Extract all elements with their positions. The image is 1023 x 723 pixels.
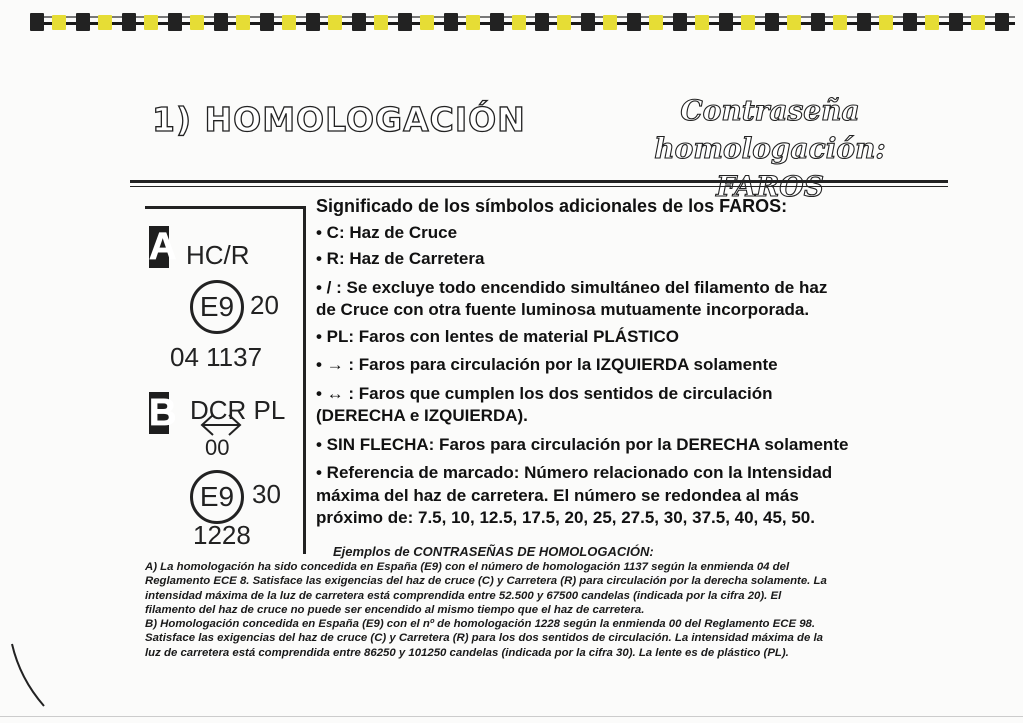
item-pl: • PL: Faros con lentes de material PLÁSTICO xyxy=(316,326,680,346)
title-divider-thin xyxy=(130,186,948,187)
binding-clip xyxy=(76,13,90,31)
item-slash-line-2: de Cruce con otra fuente luminosa mutuamente incorporada. xyxy=(316,300,810,319)
binding-clip xyxy=(444,13,458,31)
binding-clip-yellow xyxy=(603,15,617,30)
marking-b-series: 00 xyxy=(205,435,230,460)
binding-clip xyxy=(995,13,1009,31)
spiral-binding xyxy=(30,12,1015,34)
item-c: • C: Haz de Cruce xyxy=(316,222,458,242)
item-double-arrow-line-1: • ↔ : Faros que cumplen los dos sentidos de circulación xyxy=(316,383,773,403)
item-reference-line-3: próximo de: 7.5, 10, 12.5, 17.5, 20, 25, 27.5, 30, 37.5, 40, 45, 50. xyxy=(316,508,815,527)
binding-clip xyxy=(673,13,687,31)
binding-clip-yellow xyxy=(971,15,985,30)
marking-b-code: DCR PL xyxy=(190,395,286,425)
binding-clip-yellow xyxy=(557,15,571,30)
marking-b-approval-circle xyxy=(190,470,244,524)
example-b-line-3: luz de carretera está comprendida entre 86250 y 101250 candelas (indicada por la cifra 30). La lente es de plástico (PL). xyxy=(145,646,789,659)
binding-clip xyxy=(535,13,549,31)
binding-clip-yellow xyxy=(420,15,434,30)
marking-a-approval-mark: E9 xyxy=(199,291,235,322)
marking-b-letter: B xyxy=(149,392,177,434)
examples-section xyxy=(145,544,925,660)
item-r: • R: Haz de Carretera xyxy=(316,249,485,268)
binding-clip xyxy=(398,13,412,31)
binding-clip xyxy=(903,13,917,31)
binding-clip-yellow xyxy=(144,15,158,30)
example-a-line-2: Reglamento ECE 8. Satisface las exigencias del haz de cruce (C) y Carretera (R) para circulación por la derecha solamente. La xyxy=(145,575,827,588)
binding-clip-yellow xyxy=(236,15,250,30)
binding-clip-yellow xyxy=(52,15,66,30)
example-b-line-2: Satisface las exigencias del haz de cruce (C) y Carretera (R) para los dos sentidos de circulación. La intensidad máxima de la xyxy=(145,632,823,645)
binding-clip-yellow xyxy=(98,15,112,30)
binding-clip xyxy=(122,13,136,31)
section-title: 1) HOMOLOGACIÓN xyxy=(152,100,526,139)
binding-clip xyxy=(168,13,182,31)
binding-clip xyxy=(581,13,595,31)
binding-clip xyxy=(627,13,641,31)
examples-heading: Ejemplos de CONTRASEÑAS DE HOMOLOGACIÓN: xyxy=(333,544,654,559)
binding-clip-yellow xyxy=(787,15,801,30)
binding-clip-yellow xyxy=(466,15,480,30)
binding-clip xyxy=(719,13,733,31)
markings-panel-right-border xyxy=(303,206,306,554)
item-left-arrow: • → : Faros para circulación por la IZQUIERDA solamente xyxy=(316,355,778,374)
binding-clip-yellow xyxy=(695,15,709,30)
item-reference-line-2: máxima del haz de carretera. El número se redondea al más xyxy=(316,485,799,505)
binding-clip-yellow xyxy=(190,15,204,30)
binding-clip xyxy=(30,13,44,31)
marking-a-code: HC/R xyxy=(186,240,250,270)
binding-clip xyxy=(490,13,504,31)
symbols-explanation xyxy=(316,195,931,530)
marking-a-letter: A xyxy=(149,226,177,268)
marking-b-number: 1228 xyxy=(193,520,251,550)
pen-stroke-mark xyxy=(8,640,48,710)
page-title-line-1: Contraseña homologación: xyxy=(654,94,886,165)
binding-clip-yellow xyxy=(328,15,342,30)
item-reference-line-1: • Referencia de marcado: Número relacionado con la Intensidad xyxy=(316,463,833,482)
binding-clip xyxy=(352,13,366,31)
binding-clip xyxy=(811,13,825,31)
example-a-line-1: A) La homologación ha sido concedida en España (E9) con el número de homologación 1137 según la enmienda 04 del xyxy=(145,561,790,573)
binding-clip-yellow xyxy=(879,15,893,30)
example-b-line-1: B) Homologación concedida en España (E9) con el nº de homologación 1228 según la enmienda 00 del Reglamento ECE 98. xyxy=(145,618,816,631)
item-slash-line-1: • / : Se excluye todo encendido simultáneo del filamento de haz xyxy=(316,277,828,297)
marking-a-number: 04 1137 xyxy=(170,342,263,372)
item-no-arrow: • SIN FLECHA: Faros para circulación por la DERECHA solamente xyxy=(316,434,849,454)
page-title xyxy=(560,92,980,206)
page-bottom-edge xyxy=(0,716,1023,717)
example-a-line-4: filamento del haz de cruce no puede ser encendido al mismo tiempo que el haz de carretera. xyxy=(145,603,645,616)
binding-clip-yellow xyxy=(512,15,526,30)
binding-clip-yellow xyxy=(374,15,388,30)
binding-clip xyxy=(306,13,320,31)
marking-b-intensity: 30 xyxy=(252,479,281,509)
binding-clip xyxy=(857,13,871,31)
binding-clip xyxy=(949,13,963,31)
title-divider xyxy=(130,180,948,183)
markings-panel-top-border xyxy=(145,206,305,209)
binding-clip-yellow xyxy=(741,15,755,30)
binding-clip-yellow xyxy=(925,15,939,30)
binding-clip xyxy=(260,13,274,31)
marking-b-approval-mark: E9 xyxy=(199,481,235,512)
example-a-line-3: intensidad máxima de la luz de carretera está comprendida entre 52.500 y 67500 candelas (indicada por la cifra 20). El xyxy=(145,589,782,602)
item-double-arrow-line-2: (DERECHA e IZQUIERDA). xyxy=(316,406,528,425)
symbols-heading: Significado de los símbolos adicionales de los FAROS: xyxy=(316,196,788,216)
binding-clip-yellow xyxy=(833,15,847,30)
binding-clip-yellow xyxy=(649,15,663,30)
marking-a-intensity: 20 xyxy=(250,290,279,320)
binding-clip xyxy=(765,13,779,31)
marking-a-approval-circle xyxy=(190,280,244,334)
binding-clip xyxy=(214,13,228,31)
binding-clip-yellow xyxy=(282,15,296,30)
